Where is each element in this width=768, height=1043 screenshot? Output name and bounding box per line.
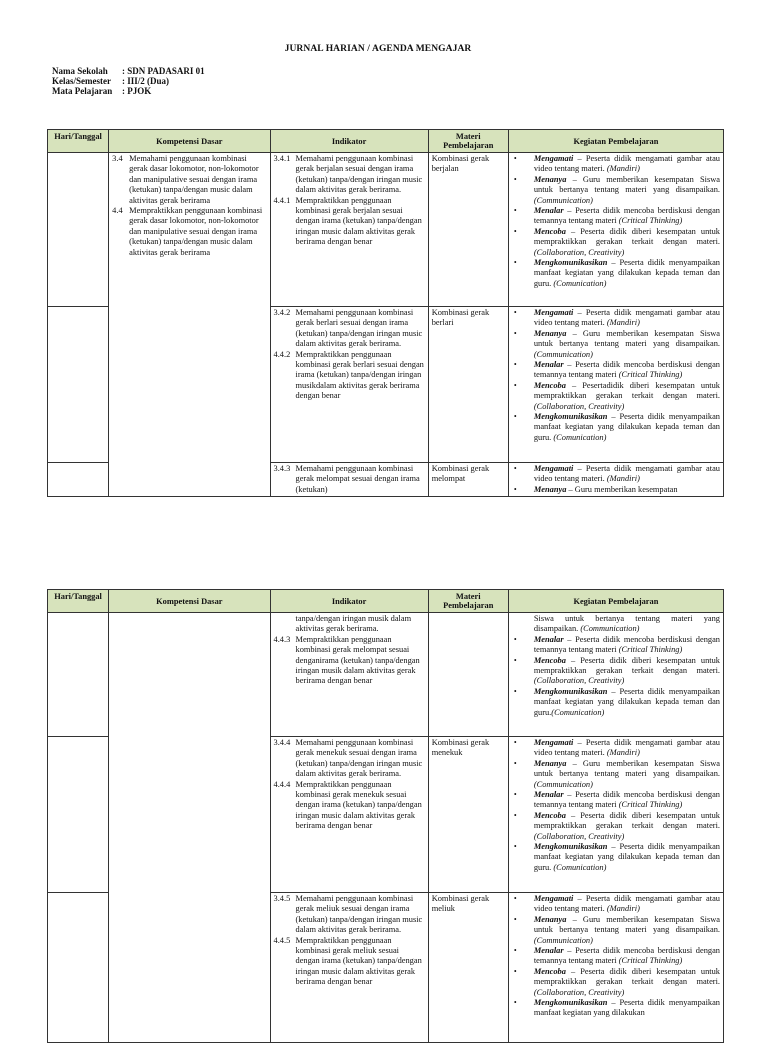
ind-text: Memahami penggunaan kombinasi gerak menekuk sesuai dengan irama (ketukan) tanpa/dengan iringan music dalam aktivitas gerak berirama.: [295, 738, 423, 779]
step-text: – Peserta didik menyampaikan manfaat kegiatan yang dilakukan kepada teman dan guru.: [533, 686, 720, 717]
step-label: Menalar: [533, 790, 564, 800]
cell-kegiatan: [508, 463, 723, 497]
step-label: Menalar: [533, 206, 564, 216]
step-note: (Comunication): [553, 862, 607, 872]
step-label: Menanya: [533, 914, 567, 924]
info-value: : III/2 (Dua): [122, 76, 170, 86]
step-note: (Collaboration, Creativity): [533, 676, 625, 686]
ind-text: Memahami penggunaan kombinasi gerak berlari sesuai dengan irama (ketukan) tanpa/dengan iringan music dalam aktivitas gerak berirama.: [295, 308, 423, 349]
cell-indikator: [270, 153, 428, 307]
step-text: – Peserta didik diberi kesempatan untuk mempraktikkan gerakan terkait dengan materi.: [533, 810, 720, 831]
step-text: – Peserta didik menyampaikan manfaat kegiatan yang dilakukan: [533, 998, 720, 1018]
step-note: (Mandiri): [606, 474, 640, 484]
step-text: – Peserta didik diberi kesempatan untuk mempraktikkan gerakan terkait dengan materi.: [533, 226, 720, 247]
step-text: – Peserta didik mencoba berdiskusi dengan temannya tentang materi: [533, 634, 720, 655]
step-label: Mencoba: [533, 380, 566, 390]
step-text: – Peserta didik menyampaikan manfaat kegiatan yang dilakukan kepada teman dan guru.: [533, 258, 720, 288]
step-label: Mengkomunikasikan: [533, 842, 608, 852]
header-materi: Materi Pembelajaran: [428, 590, 508, 613]
step-label: Mengkomunikasikan: [533, 998, 608, 1008]
header-indikator: Indikator: [270, 590, 428, 613]
step-note: (Mandiri): [606, 748, 640, 758]
header-kd: Kompetensi Dasar: [109, 130, 270, 153]
cell-materi: [428, 613, 508, 737]
step-text: – Guru memberikan kesempatan Siswa untuk bertanya tentang materi yang disampaikan.: [533, 328, 720, 349]
cell-materi: Kombinasi gerak berjalan: [428, 153, 508, 307]
step-note: (Critical Thinking): [618, 956, 683, 966]
step-note: (Mandiri): [606, 164, 640, 174]
step-note: (Critical Thinking): [618, 800, 683, 810]
cell-materi: Kombinasi gerak berlari: [428, 307, 508, 463]
step-text: – Peserta didik mencoba berdiskusi dengan temannya tentang materi: [533, 790, 720, 810]
cell-kd: [109, 153, 270, 497]
step-note: (Mandiri): [606, 318, 640, 328]
cell-hari: [48, 153, 109, 307]
cell-materi: Kombinasi gerak melompat: [428, 463, 508, 497]
ind-text: Memahami penggunaan kombinasi gerak berjalan sesuai dengan irama (ketukan) tanpa/dengan iringan music dalam aktivitas gerak berirama.: [295, 154, 423, 195]
ind-text: tanpa/dengan iringan musik dalam aktivitas gerak berirama.: [295, 614, 412, 634]
agenda-table-2: [47, 589, 724, 1043]
step-label: Menalar: [533, 946, 564, 956]
header-kegiatan: Kegiatan Pembelajaran: [508, 590, 723, 613]
step-text: – Guru memberikan kesempatan Siswa untuk bertanya tentang materi yang disampaikan.: [533, 914, 720, 935]
cell-indikator: [270, 613, 428, 737]
kd-text: Mempraktikkan penggunaan kombinasi gerak dasar lokomotor, non-lokomotor dan manipulative sesuai dengan irama (ketukan) tanpa/dengan music dalam aktivitas gerak berirama: [129, 206, 263, 257]
info-value: : SDN PADASARI 01: [122, 66, 205, 76]
cell-materi: Kombinasi gerak menekuk: [428, 737, 508, 893]
cell-kegiatan: [508, 153, 723, 307]
header-hari: Hari/Tanggal: [48, 590, 109, 613]
header-hari: Hari/Tanggal: [48, 130, 109, 153]
ind-num: 4.4.1: [273, 195, 291, 205]
table-row: [48, 153, 724, 307]
step-note: (Critical Thinking): [618, 216, 683, 226]
step-text: – Peserta didik mengamati gambar atau video tentang materi.: [533, 308, 720, 328]
step-note: (Collaboration, Creativity): [533, 987, 625, 997]
step-text: – Peserta didik mencoba berdiskusi dengan temannya tentang materi: [533, 946, 720, 966]
cell-hari: [48, 737, 109, 893]
step-label: Mengamati: [533, 154, 574, 163]
step-note: (Communication): [533, 349, 593, 359]
cell-kd: [109, 613, 270, 1043]
school-info: [52, 66, 205, 96]
step-text: – Peserta didik mengamati gambar atau video tentang materi.: [533, 738, 720, 758]
ind-num: 4.4.5: [273, 935, 291, 945]
step-label: Mengamati: [533, 464, 574, 473]
step-note: (Collaboration, Creativity): [533, 401, 625, 411]
step-label: Menalar: [533, 634, 564, 644]
ind-text: Memahami penggunaan kombinasi gerak melompat sesuai dengan irama (ketukan): [295, 464, 420, 494]
step-label: Mengkomunikasikan: [533, 686, 608, 696]
ind-text: Memahami penggunaan kombinasi gerak meliuk sesuai dengan irama (ketukan) tanpa/dengan iringan music dalam aktivitas gerak berirama.: [295, 894, 423, 935]
cell-materi: Kombinasi gerak meliuk: [428, 893, 508, 1043]
step-note: (Critical Thinking): [618, 645, 683, 655]
cell-indikator: [270, 463, 428, 497]
ind-text: Mempraktikkan penggunaan kombinasi gerak berlari sesuai dengan irama (ketukan) tanpa/dengan iringan musikdalam aktivitas gerak berirama dengan benar: [295, 349, 424, 401]
step-note: (Comunication): [551, 707, 605, 717]
step-text: – Peserta didik menyampaikan manfaat kegiatan yang dilakukan kepada teman dan guru.: [533, 412, 720, 442]
info-label: Nama Sekolah: [52, 66, 108, 76]
step-label: Menanya: [533, 484, 567, 494]
step-note: (Communication): [580, 624, 640, 634]
ind-num: 3.4.5: [273, 894, 291, 903]
kd-num: 3.4: [112, 154, 123, 163]
cell-hari: [48, 307, 109, 463]
step-text: – Peserta didik diberi kesempatan untuk mempraktikkan gerakan terkait dengan materi.: [533, 655, 720, 676]
header-kd: Kompetensi Dasar: [109, 590, 270, 613]
step-text: – Guru memberikan kesempatan: [566, 484, 678, 494]
ind-text: Mempraktikkan penggunaan kombinasi gerak melompat sesuai denganirama (ketukan) tanpa/dengan iringan musik dalam aktivitas gerak berirama dengan benar: [295, 634, 420, 686]
step-label: Mengamati: [533, 894, 574, 903]
step-text: – Peserta didik mengamati gambar atau video tentang materi.: [533, 894, 720, 914]
step-text: – Peserta didik mengamati gambar atau video tentang materi.: [533, 464, 720, 484]
step-text: – Guru memberikan kesempatan Siswa untuk bertanya tentang materi yang disampaikan.: [533, 758, 720, 779]
info-label: Mata Pelajaran: [52, 86, 113, 96]
step-label: Mengkomunikasikan: [533, 412, 608, 422]
step-note: (Critical Thinking): [618, 370, 683, 380]
ind-num: 3.4.3: [273, 464, 291, 473]
cell-kegiatan: [508, 613, 723, 737]
info-value: : PJOK: [122, 86, 152, 96]
step-label: Mencoba: [533, 655, 566, 665]
step-note: (Comunication): [553, 432, 607, 442]
step-text: Siswa untuk bertanya tentang materi yang disampaikan.: [533, 614, 720, 634]
kd-num: 4.4: [112, 206, 123, 216]
step-label: Mencoba: [533, 226, 566, 236]
step-label: Mengamati: [533, 738, 574, 747]
step-label: Menanya: [533, 328, 567, 338]
step-text: – Peserta didik menyampaikan manfaat kegiatan yang dilakukan kepada teman dan guru.: [533, 842, 720, 872]
ind-num: 3.4.2: [273, 308, 291, 317]
cell-hari: [48, 613, 109, 737]
ind-num: 4.4.2: [273, 349, 291, 359]
cell-kegiatan: [508, 307, 723, 463]
cell-kegiatan: [508, 893, 723, 1043]
step-label: Menanya: [533, 758, 567, 768]
kd-text: Memahami penggunaan kombinasi gerak dasar lokomotor, non-lokomotor dan manipulative sesuai dengan irama (ketukan) tanpa/dengan music dalam aktivitas gerak berirama: [129, 154, 259, 205]
step-label: Menanya: [533, 174, 567, 184]
table-header: [48, 130, 724, 153]
ind-num: 3.4.1: [273, 154, 291, 163]
step-label: Mencoba: [533, 810, 566, 820]
ind-text: Mempraktikkan penggunaan kombinasi gerak meliuk sesuai dengan irama (ketukan) tanpa/dengan iringan music dalam aktivitas gerak berirama dengan benar: [295, 935, 422, 987]
header-materi: Materi Pembelajaran: [428, 130, 508, 153]
step-note: (Comunication): [553, 278, 607, 288]
step-label: Menalar: [533, 360, 564, 370]
cell-hari: [48, 893, 109, 1043]
cell-indikator: [270, 737, 428, 893]
info-label: Kelas/Semester: [52, 76, 111, 86]
step-note: (Communication): [533, 935, 593, 945]
step-note: (Communication): [533, 779, 593, 789]
step-text: – Peserta didik mencoba berdiskusi dengan temannya tentang materi: [533, 206, 720, 226]
header-kegiatan: Kegiatan Pembelajaran: [508, 130, 723, 153]
cell-hari: [48, 463, 109, 497]
step-note: (Communication): [533, 195, 593, 205]
cell-kegiatan: [508, 737, 723, 893]
ind-num: 4.4.4: [273, 779, 291, 789]
cell-indikator: [270, 307, 428, 463]
cell-indikator: [270, 893, 428, 1043]
step-label: Mencoba: [533, 966, 566, 976]
ind-text: Mempraktikkan penggunaan kombinasi gerak menekuk sesuai dengan irama (ketukan) tanpa/dengan iringan music dalam aktivitas gerak berirama dengan benar: [295, 779, 422, 831]
step-label: Mengamati: [533, 308, 574, 317]
step-text: – Peserta didik mengamati gambar atau video tentang materi.: [533, 154, 720, 174]
step-text: – Guru memberikan kesempatan Siswa untuk bertanya tentang materi yang disampaikan.: [533, 174, 720, 195]
table-row: [48, 613, 724, 737]
header-indikator: Indikator: [270, 130, 428, 153]
step-label: Mengkomunikasikan: [533, 258, 608, 268]
step-text: – Peserta didik diberi kesempatan untuk mempraktikkan gerakan terkait dengan materi.: [533, 966, 720, 987]
table-header: [48, 590, 724, 613]
step-text: – Peserta didik mencoba berdiskusi dengan temannya tentang materi: [533, 360, 720, 380]
page-title: JURNAL HARIAN / AGENDA MENGAJAR: [284, 44, 472, 54]
agenda-table-1: [47, 129, 724, 497]
step-note: (Collaboration, Creativity): [533, 831, 625, 841]
ind-num: 4.4.3: [273, 634, 291, 644]
ind-text: Mempraktikkan penggunaan kombinasi gerak berjalan sesuai dengan irama (ketukan) tanpa/dengan iringan music dalam aktivitas gerak berirama dengan benar: [295, 195, 422, 247]
ind-num: 3.4.4: [273, 738, 291, 747]
step-note: (Collaboration, Creativity): [533, 247, 625, 257]
step-text: – Pesertadidik diberi kesempatan untuk mempraktikkan gerakan terkait dengan materi.: [533, 380, 720, 401]
step-note: (Mandiri): [606, 904, 640, 914]
